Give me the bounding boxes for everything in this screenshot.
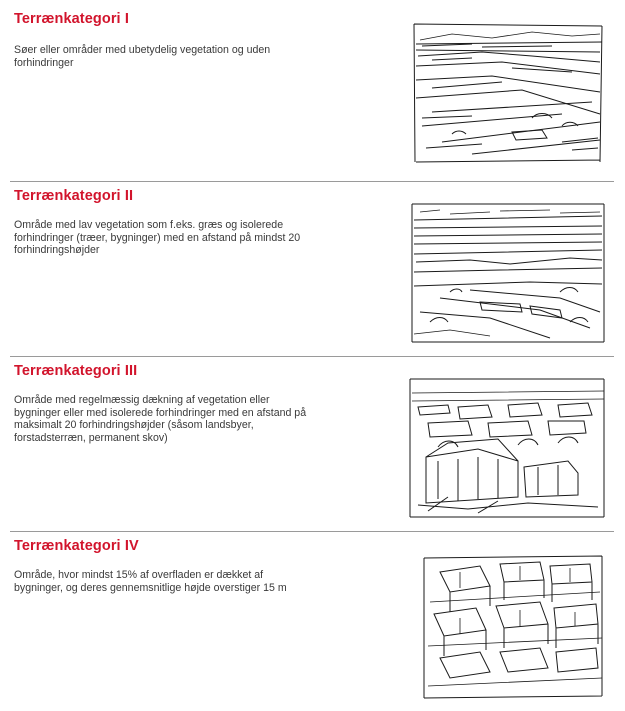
- rural-fields-sketch-icon: [410, 202, 606, 344]
- category-title: Terrænkategori II: [14, 188, 134, 204]
- category-description: Søer eller områder med ubetydelig vegetation og uden forhindringer: [14, 44, 271, 69]
- category-description: Område, hvor mindst 15% af overfladen er dækket af bygninger, og deres gennemsnitlige højde overstiger 15 m: [14, 569, 287, 594]
- terrain-category-4: [0, 532, 625, 711]
- category-description: Område med regelmæssig dækning af vegetation eller bygninger eller med isolerede forhindringer med en afstand på maksimalt 20 forhindringshøjder (såsom landsbyer, forstadsterræn, permanent skov): [14, 394, 307, 444]
- flat-landscape-sketch-icon: [412, 22, 604, 164]
- terrain-category-1: [0, 0, 625, 180]
- category-title: Terrænkategori III: [14, 363, 138, 379]
- city-blocks-sketch-icon: [420, 552, 606, 702]
- category-description: Område med lav vegetation som f.eks. græs og isolerede forhindringer (træer, bygninger) med en afstand på mindst 20 forhindringshøjder: [14, 219, 301, 257]
- terrain-category-3: [0, 357, 625, 532]
- category-title: Terrænkategori I: [14, 11, 129, 27]
- village-sketch-icon: [408, 377, 606, 519]
- terrain-category-2: [0, 182, 625, 357]
- category-title: Terrænkategori IV: [14, 538, 139, 554]
